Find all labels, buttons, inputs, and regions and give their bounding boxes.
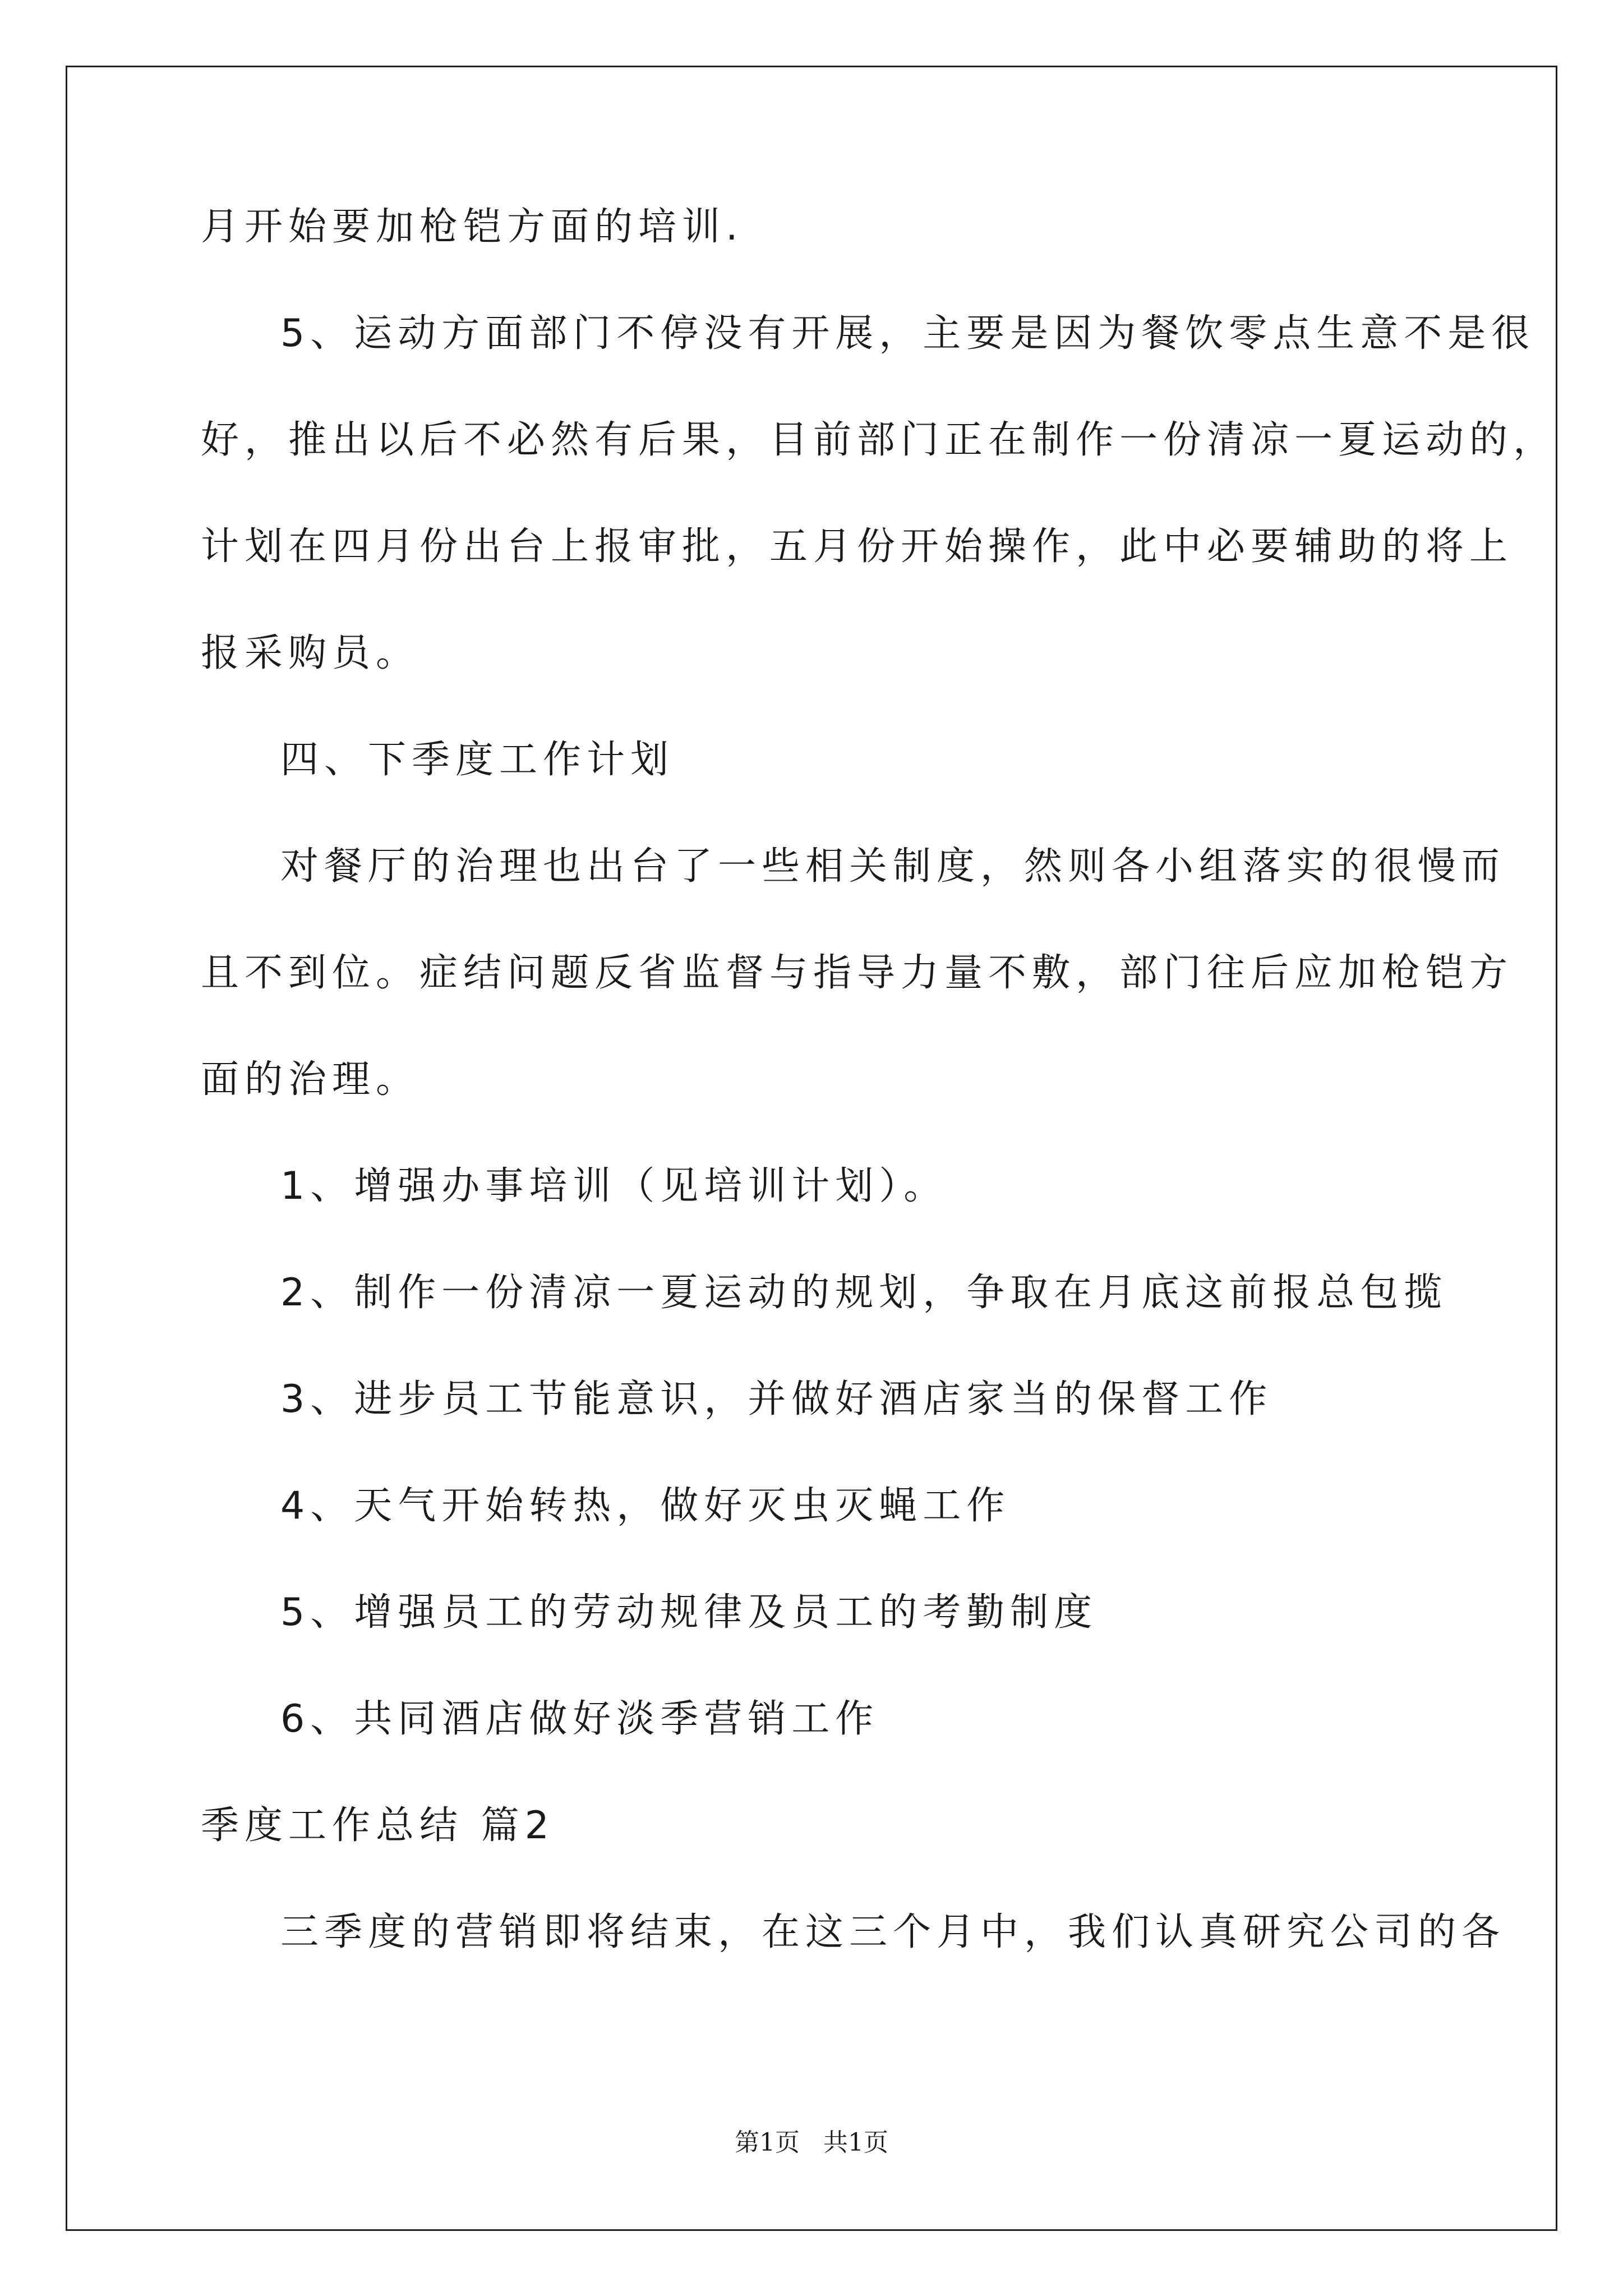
section-heading: 四、下季度工作计划: [280, 738, 675, 782]
list-item: 1、增强办事培训（见培训计划）。: [280, 1164, 948, 1208]
list-item: 3、进步员工节能意识，并做好酒店家当的保督工作: [280, 1377, 1273, 1421]
text-line: 对餐厅的治理也出台了一些相关制度，然则各小组落实的很慢而: [280, 844, 1506, 889]
text-line: 计划在四月份出台上报审批，五月份开始操作，此中必要辅助的将上: [201, 524, 1514, 569]
text-line: 5、运动方面部门不停没有开展，主要是因为餐饮零点生意不是很: [280, 311, 1536, 356]
article-title: 季度工作总结 篇2: [201, 1803, 555, 1848]
list-item: 4、天气开始转热，做好灭虫灭蝇工作: [280, 1484, 1011, 1528]
text-line: 月开始要加枪铠方面的培训.: [201, 205, 744, 249]
text-line: 且不到位。症结问题反省监督与指导力量不敷，部门往后应加枪铠方: [201, 951, 1514, 995]
list-item: 2、制作一份清凉一夏运动的规划，争取在月底这前报总包揽: [280, 1271, 1448, 1315]
page-footer: 第1页 共1页: [735, 2128, 888, 2157]
list-item: 5、增强员工的劳动规律及员工的考勤制度: [280, 1590, 1098, 1635]
text-line: 面的治理。: [201, 1057, 420, 1102]
text-line: 报采购员。: [201, 631, 420, 675]
text-line: 好，推出以后不必然有后果，目前部门正在制作一份清凉一夏运动的，: [201, 418, 1557, 462]
list-item: 6、共同酒店做好淡季营销工作: [280, 1697, 879, 1741]
text-line: 三季度的营销即将结束，在这三个月中，我们认真研究公司的各: [280, 1910, 1506, 1954]
